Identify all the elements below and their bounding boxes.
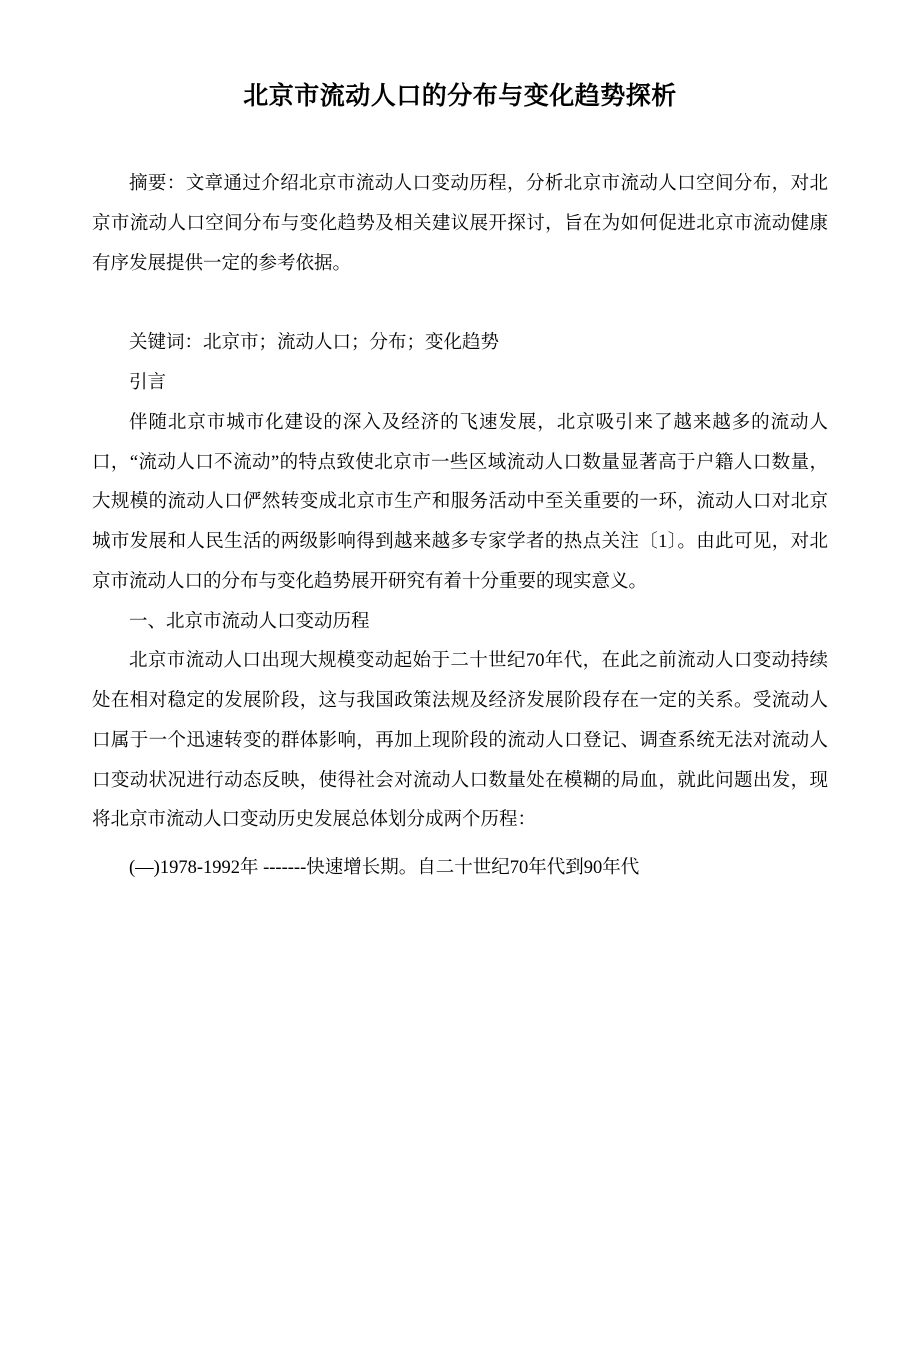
document-body	[92, 165, 828, 889]
abstract-paragraph: 摘要：文章通过介绍北京市流动人口变动历程，分析北京市流动人口空间分布，对北京市流动人口空间分布与变化趋势及相关建议展开探讨，旨在为如何促进北京市流动健康有序发展提供一定的参考依据。	[92, 174, 828, 274]
section-one-paragraph: 北京市流动人口出现大规模变动起始于二十世纪70年代，在此之前流动人口变动持续处在相对稳定的发展阶段，这与我国政策法规及经济发展阶段存在一定的关系。受流动人口属于一个迅速转变的群体影响，再加上现阶段的流动人口登记、调查系统无法对流动人口变动状况进行动态反映，使得社会对流动人口数量处在模糊的局血，就此问题出发，现将北京市流动人口变动历史发展总体划分成两个历程：	[92, 651, 828, 831]
section-one-item-one: (—)1978-1992年 -------快速增长期。自二十世纪70年代到90年代	[129, 858, 640, 879]
intro-paragraph: 伴随北京市城市化建设的深入及经济的飞速发展，北京吸引来了越来越多的流动人口，“流动人口不流动”的特点致使北京市一些区域流动人口数量显著高于户籍人口数量，大规模的流动人口俨然转变成北京市生产和服务活动中至关重要的一环，流动人口对北京城市发展和人民生活的两级影响得到越来越多专家学者的热点关注〔1〕。由此可见，对北京市流动人口的分布与变化趋势展开研究有着十分重要的现实意义。	[92, 412, 828, 592]
page-title: 北京市流动人口的分布与变化趋势探析	[243, 81, 677, 110]
keywords-line: 关键词：北京市；流动人口；分布；变化趋势	[129, 333, 500, 354]
spacer-2	[92, 841, 828, 849]
spacer	[92, 284, 828, 324]
section-one-heading: 一、北京市流动人口变动历程	[129, 611, 370, 632]
section-intro-heading: 引言	[129, 373, 167, 394]
